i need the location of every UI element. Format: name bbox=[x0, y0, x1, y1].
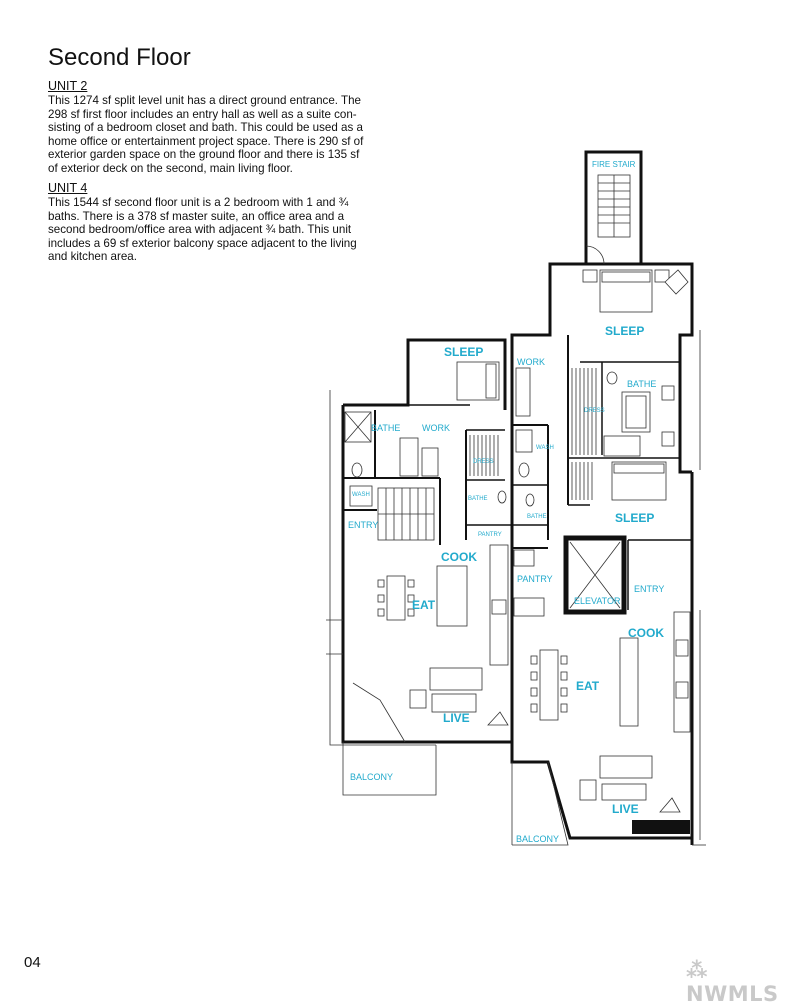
room-label: BALCONY bbox=[516, 834, 560, 844]
room-label: ELEVATOR bbox=[574, 596, 621, 606]
unit-2-stair bbox=[378, 488, 434, 540]
room-label: DRESS bbox=[473, 459, 494, 465]
unit-2-line: home office or entertainment project space. There is 290 sf of bbox=[48, 134, 364, 148]
room-label: SLEEP bbox=[444, 345, 484, 359]
page-number: 04 bbox=[24, 954, 41, 971]
room-label: BATHE bbox=[527, 514, 547, 520]
room-label: BATHE bbox=[371, 423, 401, 433]
room-label: WORK bbox=[422, 423, 450, 433]
room-label: BATHE bbox=[468, 496, 488, 502]
room-label: FIRE STAIR bbox=[592, 160, 636, 169]
unit-4-line: includes a 69 sf exterior balcony space adjacent to the living bbox=[48, 236, 357, 250]
room-label: PANTRY bbox=[478, 532, 502, 538]
unit-4-line: second bedroom/office area with adjacent ¾ bath. This unit bbox=[48, 223, 352, 237]
room-label: LIVE bbox=[612, 802, 639, 816]
page-title: Second Floor bbox=[48, 44, 191, 71]
unit-4-line: baths. There is a 378 sf master suite, an office area and a bbox=[48, 209, 345, 223]
room-label: WASH bbox=[536, 445, 554, 451]
room-label: EAT bbox=[412, 598, 436, 612]
fire-stair bbox=[598, 175, 630, 237]
watermark bbox=[686, 958, 793, 1006]
room-label: BALCONY bbox=[350, 772, 394, 782]
unit-4-plan bbox=[512, 152, 706, 845]
room-label: EAT bbox=[576, 679, 600, 693]
unit-4-heading: UNIT 4 bbox=[48, 181, 88, 195]
room-label: COOK bbox=[441, 550, 477, 564]
room-label: ENTRY bbox=[348, 520, 379, 530]
unit-2-heading: UNIT 2 bbox=[48, 79, 88, 93]
unit-2-line: exterior garden space on the ground floor and there is 135 sf bbox=[48, 148, 360, 162]
room-label: WASH bbox=[352, 492, 370, 498]
room-label: BATHE bbox=[627, 379, 657, 389]
nwmls-logo-icon: ⁂ bbox=[686, 958, 708, 982]
room-label: PANTRY bbox=[517, 574, 553, 584]
room-label: WORK bbox=[517, 357, 545, 367]
unit-4-line: and kitchen area. bbox=[48, 250, 137, 264]
unit-2-line: This 1274 sf split level unit has a direct ground entrance. The bbox=[48, 94, 361, 107]
unit-2-plan bbox=[326, 340, 512, 795]
room-label: LIVE bbox=[443, 711, 470, 725]
watermark-text: NWMLS bbox=[686, 982, 779, 1006]
room-label: COOK bbox=[628, 626, 664, 640]
room-label: SLEEP bbox=[605, 324, 645, 338]
unit-2-line: 298 sf first floor includes an entry hall as well as a suite con- bbox=[48, 107, 357, 121]
unit-4-line: This 1544 sf second floor unit is a 2 bedroom with 1 and ¾ bbox=[48, 196, 349, 209]
unit-2-line: of exterior deck on the second, main living floor. bbox=[48, 161, 293, 175]
room-label: ENTRY bbox=[634, 584, 665, 594]
room-label: DRESS bbox=[584, 408, 605, 414]
room-label: SLEEP bbox=[615, 511, 655, 525]
unit-2-line: sisting of a bedroom closet and bath. This could be used as a bbox=[48, 121, 363, 135]
